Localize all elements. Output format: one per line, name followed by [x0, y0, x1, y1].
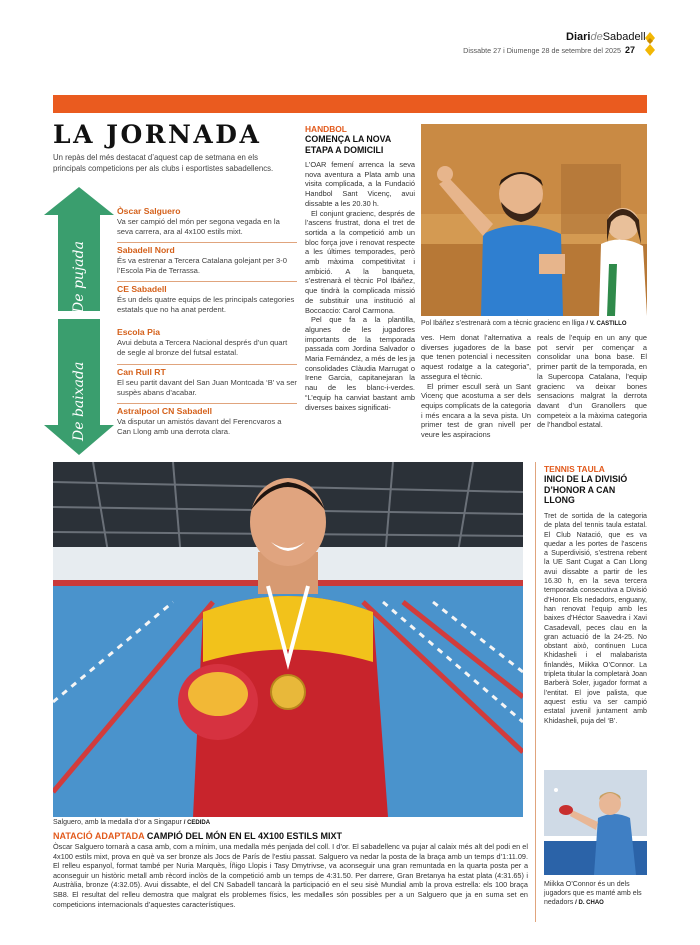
- item-name: Òscar Salguero: [117, 206, 181, 216]
- masthead-brand: DiarideSabadell: [566, 31, 646, 43]
- section-intro: Un repàs del més destacat d’aquest cap de setmana en els principals competicions per als clubs i esportistes sabadellencs.: [53, 153, 274, 173]
- paragraph: El conjunt gracienc, després de l’ascens frustrat, dona el tret de sortida a la competició amb un bloc força jove i renovat respecte a les últimes temporades, però amb màxima competitivitat i ambició. A la banqueta, s’estrenarà el tècnic Pol Ibáñez, que tindrà la complicada missió de substituir una institució al Boccaccio: Carol Carmona.: [305, 208, 415, 315]
- item-desc: És un dels quatre equips de les principals categories estatals que no ha anat perdent.: [117, 295, 295, 314]
- item-desc: Avui debuta a Tercera Nacional després d’un quart de segle al bronze del futsal estatal.: [117, 338, 288, 357]
- swim-body: Òscar Salguero tornarà a casa amb, com a mínim, una medalla més penjada del coll. I d’or. El sabadellenc va pujar al calaix més alt del podi en el 4x100 estils mixt, prova en què va ser bronze als Jocs de París de l’estiu passat. Salguero va nedar la posta de la braça amb un temps d’1:11.09. El relleu espanyol, format també per Nuria Marquès, Íñigo Llopis i Tasy Dmytrivse, va aconseguir una gran remuntada en la quarta posta per a aconseguir un històric metall amb rècord inclòs de la competició amb un temps de 4:31.50. Per darrere, Gran Bretanya ha estat plata (4:31.65) i Austràlia, bronze (4:32.05). Avui dissabte, el del CN Sabadell tancarà la participació en el seu sisè Mundial amb la prova estrella: els 100 braça SB8. El resultat del relleu demostra que malgrat els problemes físics, les medalles són possibles per a un Salguero que ja en suma set en competicions internacionals d’aquestes característiques.: [53, 842, 528, 909]
- salguero-photo: [53, 462, 523, 817]
- page-number: 27: [625, 45, 636, 55]
- swim-headline-text: CAMPIÓ DEL MÓN EN EL 4X100 ESTILS MIXT: [146, 831, 343, 841]
- divider: [117, 403, 297, 404]
- tennis-headline: INICI DE LA DIVISIÓ D’HONOR A CAN LLONG: [544, 474, 628, 505]
- handbol-photo-caption: Pol Ibáñez s’estrenarà com a tècnic gracienc en lliga / V. CASTILLO: [421, 320, 627, 327]
- handbol-coach-photo: [421, 124, 647, 316]
- handbol-col3: [537, 333, 647, 430]
- paragraph: Pel que fa a la plantilla, algunes de les jugadores importants de la temporada passada com Jordina Salvador o Maria Fernández, a més de les ja consolidades Clàudia Marrugat o Irene Garcia, capitanejaran la nau de les blanc-i-verdes. “L’equip ha canviat bastant amb diverses baixes significati-: [305, 315, 415, 412]
- list-item: [117, 284, 297, 315]
- down-arrow-label: De baixada: [71, 361, 87, 441]
- photo-credit: / D. CHAO: [575, 900, 604, 906]
- down-arrow-label-wrap: [44, 361, 114, 441]
- masthead-date: Dissabte 27 i Diumenge 28 de setembre del 2025: [463, 46, 621, 55]
- handbol-headline-line2: ETAPA A DOMICILI: [305, 144, 384, 155]
- divider: [117, 242, 297, 243]
- item-name: CE Sabadell: [117, 284, 167, 294]
- swim-kicker: NATACIÓ ADAPTADA: [53, 831, 145, 841]
- photo-credit: / CEDIDA: [183, 820, 211, 826]
- item-name: Astralpool CN Sabadell: [117, 406, 213, 416]
- handbol-kicker: HANDBOL: [305, 124, 347, 134]
- tennis-body: Tret de sortida de la categoria de plata del tennis taula estatal. El Club Natació, que es va quedar a les portes de l’ascens a Superdivisió, s’estrena rebent la UE Sant Cugat a Can Llong avui dissabte a partir de les 16.30 h, en la seva tercera temporada consecutiva a Divisió d’Honor. Els nedadors, enguany, han renovat l’equip amb les baixes d’Héctor Saavedra i Xavi Casadevall, peces clau en la gran actuació de la 24-25. No obstant això, continuen Luca Khidasheli i el malabarista finlandès, Miikka O’Connor. La tripleta titular la completarà Joan Barberà Soler, jugador format a l’entitat. El jove palista, que aquest estiu va ser campió estatal juvenil juntament amb Khidasheli, puja del ‘B’.: [544, 512, 647, 725]
- coach-photo-illustration: [421, 124, 647, 316]
- list-item: [117, 245, 297, 276]
- up-arrow-label-wrap: [44, 241, 114, 313]
- list-item: [117, 206, 297, 237]
- up-arrow-label: De pujada: [71, 241, 87, 313]
- paragraph: L’OAR femení arrenca la seva nova aventura a Plata amb una visita complicada, a la Fundació Handbol Sant Vicenç, avui dissabte a les 20.30 h.: [305, 160, 415, 208]
- handbol-headline-line1: COMENÇA LA NOVA: [305, 134, 392, 144]
- tennis-photo-illustration: [544, 770, 647, 875]
- paragraph: El primer escull serà un Sant Vicenç que acostuma a ser dels equips complicats de la categoria i més encara a la seva pista. Un primer test de gran nivell per veure les aspiracions: [421, 381, 531, 440]
- list-item: [117, 406, 297, 437]
- section-title: LA JORNADA: [53, 120, 262, 149]
- swim-headline: [53, 831, 342, 841]
- item-name: Sabadell Nord: [117, 245, 175, 255]
- divider: [117, 281, 297, 282]
- item-desc: Va disputar un amistós davant del Ferencvaros a Can Llong amb una derrota clara.: [117, 417, 282, 436]
- sabadell-shield-icon: [642, 31, 658, 57]
- item-desc: És va estrenar a Tercera Catalana golejant per 3-0 l’Escola Pia de Terrassa.: [117, 256, 287, 275]
- item-name: Can Rull RT: [117, 367, 166, 377]
- item-desc: Va ser campió del món per segona vegada en la seva carrera, ara al 4x100 estils mixt.: [117, 217, 280, 236]
- column-divider: [535, 462, 536, 922]
- list-item: [117, 367, 297, 398]
- item-name: Escola Pia: [117, 327, 160, 337]
- photo-credit: / V. CASTILLO: [586, 321, 627, 327]
- handbol-col2: [421, 333, 531, 440]
- section-color-bar: [53, 95, 647, 113]
- item-desc: El seu partit davant del San Juan Montcada ‘B’ va ser suspès abans d’acabar.: [117, 378, 297, 397]
- tennis-kicker: TENNIS TAULA: [544, 464, 605, 474]
- paragraph: ves. Hem donat l’alternativa a diverses jugadores de la base que tenen potencial i necessiten aquest rodatge a la categoria”, assegura el tècnic.: [421, 333, 531, 381]
- swim-photo-caption: Salguero, amb la medalla d’or a Singapur / CEDIDA: [53, 819, 211, 826]
- handbol-headline: [305, 134, 415, 155]
- tennis-photo-caption: Miikka O’Connor és un dels jugadors que es manté amb els nedadors / D. CHAO: [544, 881, 642, 906]
- tennis-player-photo: [544, 770, 647, 875]
- handbol-col1: [305, 160, 415, 412]
- paragraph: reals de l’equip en un any que pot servir per començar a consolidar una bona base. El primer partit de la temporada, en la Supercopa Catalana, l’equip gracienc va deixar bones sensacions malgrat la derrota davant d’un Granollers que competeix a la màxima categoria de l’handbol estatal.: [537, 333, 647, 430]
- divider: [117, 364, 297, 365]
- swim-photo-illustration: [53, 462, 523, 817]
- list-item: [117, 327, 297, 358]
